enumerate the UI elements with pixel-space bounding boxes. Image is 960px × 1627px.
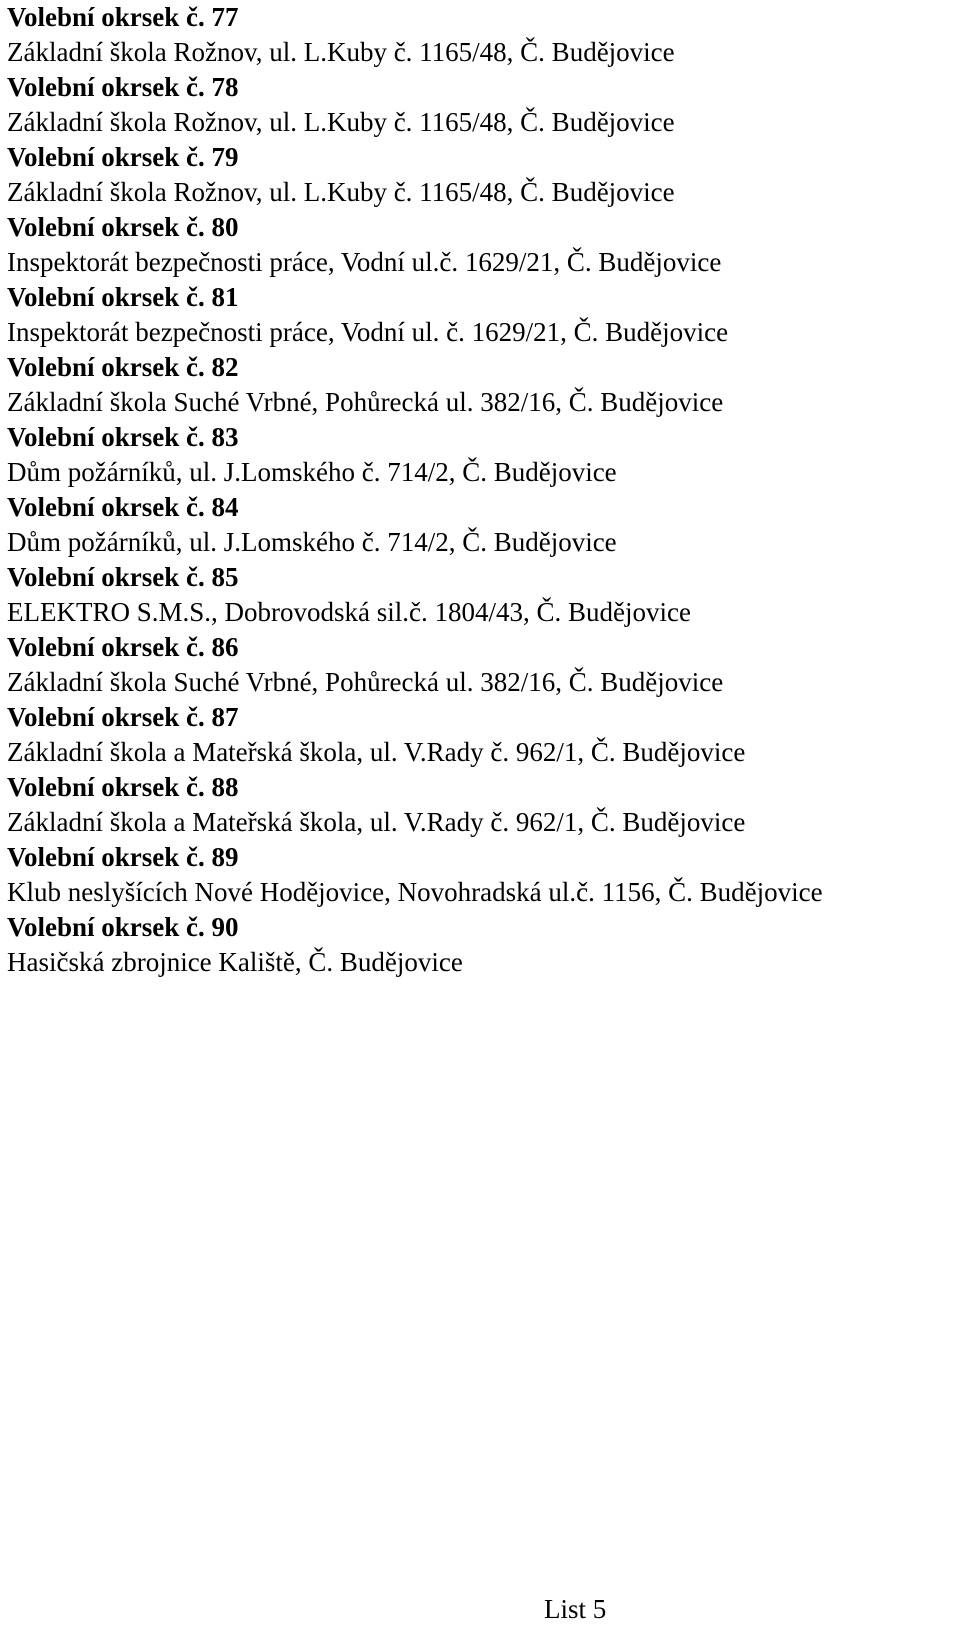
district-address: Klub neslyšících Nové Hodějovice, Novohradská ul.č. 1156, Č. Budějovice [7, 877, 823, 907]
district-entry [7, 560, 957, 630]
district-address: Základní škola Rožnov, ul. L.Kuby č. 1165/48, Č. Budějovice [7, 177, 675, 207]
district-entry [7, 630, 957, 700]
district-heading: Volební okrsek č. 89 [7, 842, 239, 872]
district-heading: Volební okrsek č. 90 [7, 912, 239, 942]
page-label: List 5 [544, 1594, 607, 1624]
district-address: Základní škola a Mateřská škola, ul. V.Rady č. 962/1, Č. Budějovice [7, 737, 746, 767]
district-address: Dům požárníků, ul. J.Lomského č. 714/2, Č. Budějovice [7, 457, 617, 487]
district-heading: Volební okrsek č. 84 [7, 492, 239, 522]
district-entry [7, 350, 957, 420]
district-entry [7, 70, 957, 140]
district-entry [7, 210, 957, 280]
district-entry [7, 700, 957, 770]
district-address: Základní škola Rožnov, ul. L.Kuby č. 1165/48, Č. Budějovice [7, 37, 675, 67]
district-entry [7, 910, 957, 980]
district-address: Základní škola Suché Vrbné, Pohůrecká ul. 382/16, Č. Budějovice [7, 387, 724, 417]
district-entry [7, 840, 957, 910]
district-address: Základní škola Suché Vrbné, Pohůrecká ul. 382/16, Č. Budějovice [7, 667, 724, 697]
district-address: Inspektorát bezpečnosti práce, Vodní ul. č. 1629/21, Č. Budějovice [7, 317, 729, 347]
district-address: Inspektorát bezpečnosti práce, Vodní ul.č. 1629/21, Č. Budějovice [7, 247, 722, 277]
district-heading: Volební okrsek č. 77 [7, 2, 239, 32]
district-heading: Volební okrsek č. 80 [7, 212, 239, 242]
district-heading: Volební okrsek č. 82 [7, 352, 239, 382]
district-entry [7, 0, 957, 70]
district-address: ELEKTRO S.M.S., Dobrovodská sil.č. 1804/43, Č. Budějovice [7, 597, 691, 627]
district-entry [7, 490, 957, 560]
district-entry [7, 280, 957, 350]
district-entry [7, 770, 957, 840]
district-heading: Volební okrsek č. 86 [7, 632, 239, 662]
district-heading: Volební okrsek č. 85 [7, 562, 239, 592]
district-entry [7, 140, 957, 210]
district-heading: Volební okrsek č. 83 [7, 422, 239, 452]
district-heading: Volební okrsek č. 88 [7, 772, 239, 802]
polling-district-list [7, 0, 957, 980]
district-address: Základní škola Rožnov, ul. L.Kuby č. 1165/48, Č. Budějovice [7, 107, 675, 137]
district-address: Základní škola a Mateřská škola, ul. V.Rady č. 962/1, Č. Budějovice [7, 807, 746, 837]
district-address: Hasičská zbrojnice Kaliště, Č. Budějovice [7, 947, 463, 977]
district-entry [7, 420, 957, 490]
district-heading: Volební okrsek č. 81 [7, 282, 239, 312]
district-heading: Volební okrsek č. 87 [7, 702, 239, 732]
page-footer [0, 1592, 960, 1627]
district-heading: Volební okrsek č. 78 [7, 72, 239, 102]
district-heading: Volební okrsek č. 79 [7, 142, 239, 172]
district-address: Dům požárníků, ul. J.Lomského č. 714/2, Č. Budějovice [7, 527, 617, 557]
